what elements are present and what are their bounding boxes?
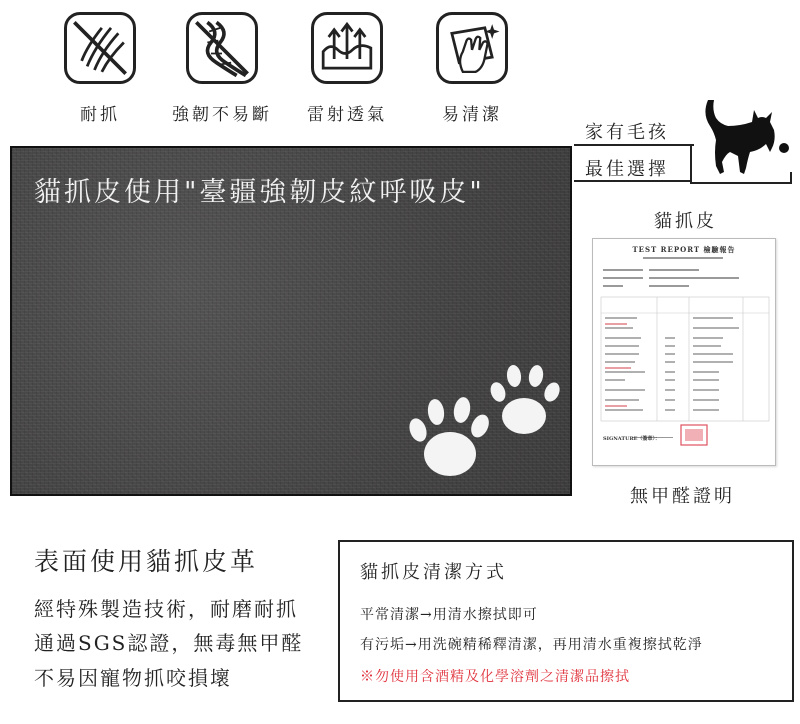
divider — [692, 182, 792, 184]
feature-label: 耐抓 — [80, 105, 120, 125]
pet-callout-line2: 最佳選擇 — [585, 159, 669, 180]
cleaning-title: 貓抓皮清潔方式 — [360, 562, 507, 583]
leather-swatch — [10, 146, 572, 496]
hand-wipe-icon — [436, 12, 508, 84]
divider — [574, 144, 694, 146]
feature-label: 雷射透氣 — [307, 105, 387, 125]
swatch-title: 貓抓皮使用"臺疆強韌皮紋呼吸皮" — [34, 177, 485, 208]
report-title: TEST REPORT 檢驗報告 — [632, 245, 736, 254]
feature-label: 強韌不易斷 — [172, 105, 272, 125]
cleaning-instructions-box — [338, 540, 794, 702]
breathable-arrows-icon — [311, 12, 383, 84]
cleaning-line: 有污垢→用洗碗精稀釋清潔，再用清水重複擦拭乾淨 — [360, 637, 703, 653]
feature-laser-breathable — [307, 12, 387, 125]
divider — [690, 144, 692, 184]
cleaning-warning: ※勿使用含酒精及化學溶劑之清潔品擦拭 — [360, 669, 630, 685]
test-report-document — [592, 238, 776, 466]
surface-line: 不易因寵物抓咬損壞 — [34, 666, 232, 690]
pet-callout-line1: 家有毛孩 — [585, 122, 669, 143]
divider — [574, 180, 692, 182]
feature-tough — [172, 12, 272, 125]
feature-label: 易清潔 — [442, 105, 502, 125]
no-formaldehyde-label: 無甲醛證明 — [630, 486, 735, 507]
paw-prints-icon — [392, 364, 572, 484]
report-signature: SIGNATURE（簽章）： — [603, 436, 660, 442]
cat-silhouette-icon — [700, 96, 792, 178]
cat-leather-label: 貓抓皮 — [654, 211, 717, 232]
feature-easy-clean — [432, 12, 512, 125]
surface-title: 表面使用貓抓皮革 — [34, 547, 259, 576]
surface-line: 經特殊製造技術，耐磨耐抓 — [34, 597, 298, 621]
report-table-graphic — [593, 239, 777, 467]
surface-line: 通過SGS認證，無毒無甲醛 — [34, 631, 304, 655]
rope-icon — [186, 12, 258, 84]
claw-scratch-icon — [64, 12, 136, 84]
feature-scratch-resistant — [60, 12, 140, 125]
cleaning-line: 平常清潔→用清水擦拭即可 — [360, 607, 538, 623]
